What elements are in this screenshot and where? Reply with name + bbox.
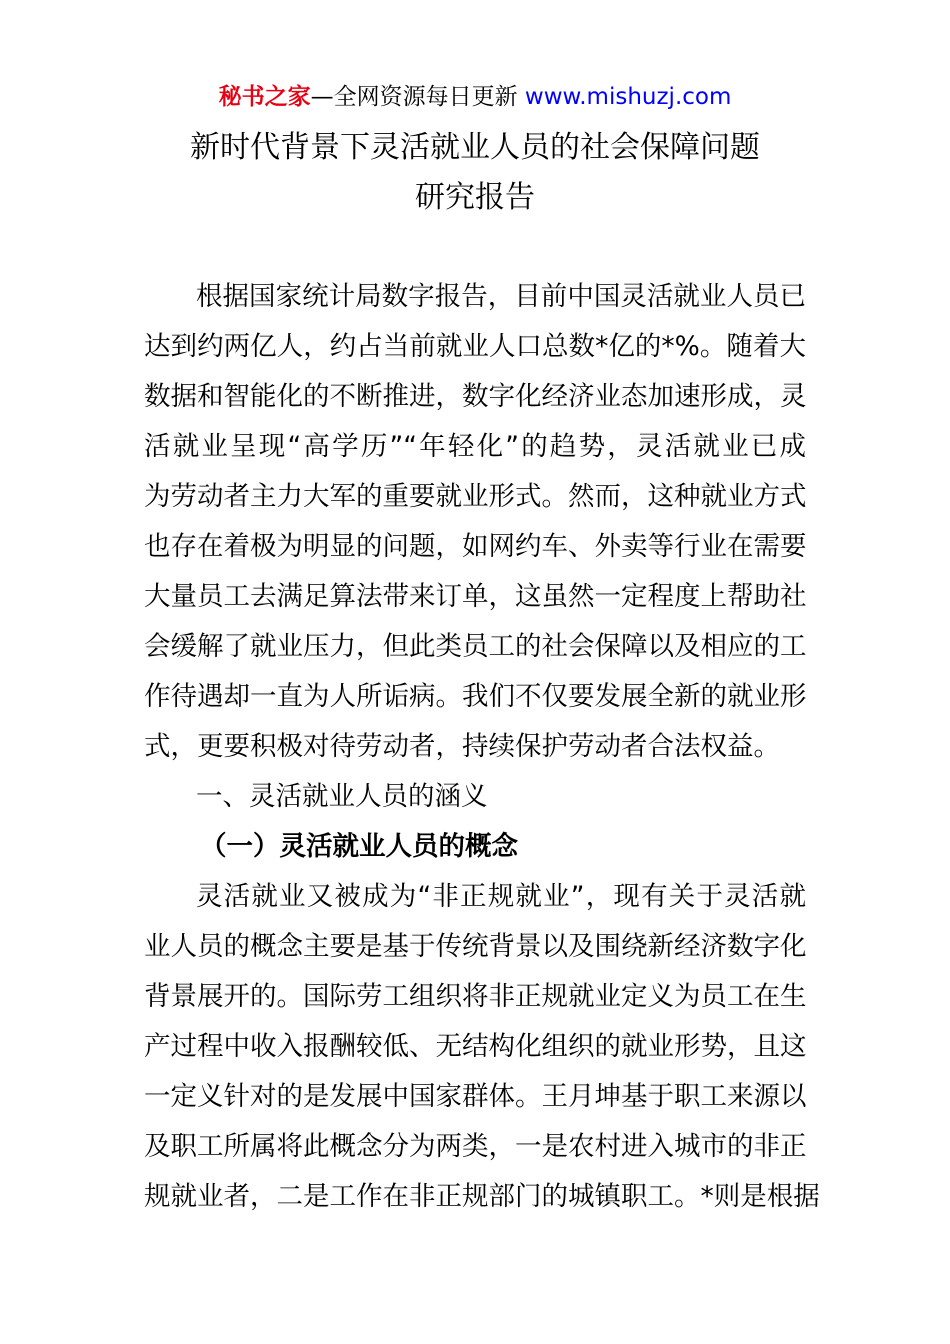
section-paragraph-line: 背景展开的。国际劳工组织将非正规就业定义为员工在生 <box>144 981 807 1012</box>
intro-paragraph-line: 大量员工去满足算法带来订单，这虽然一定程度上帮助社 <box>144 581 807 612</box>
intro-paragraph-line: 达到约两亿人，约占当前就业人口总数*亿的*%。随着大 <box>144 331 806 362</box>
document-title-line-1: 新时代背景下灵活就业人员的社会保障问题 <box>190 130 760 165</box>
intro-paragraph-line: 数据和智能化的不断推进，数字化经济业态加速形成，灵 <box>144 381 807 412</box>
section-paragraph-line: 规就业者，二是工作在非正规部门的城镇职工。*则是根据 <box>144 1181 820 1212</box>
section-paragraph-line: 灵活就业又被成为“非正规就业”，现有关于灵活就 <box>196 881 806 912</box>
section-heading: 一、灵活就业人员的涵义 <box>196 781 488 812</box>
intro-paragraph-line: 活就业呈现“高学历”“年轻化”的趋势，灵活就业已成 <box>144 431 806 462</box>
intro-paragraph-line: 根据国家统计局数字报告，目前中国灵活就业人员已 <box>196 281 806 312</box>
brand-name: 秘书之家 <box>218 84 311 110</box>
intro-paragraph-line: 为劳动者主力大军的重要就业形式。然而，这种就业方式 <box>144 481 807 512</box>
document-title-line-2: 研究报告 <box>415 180 535 215</box>
section-paragraph-line: 产过程中收入报酬较低、无结构化组织的就业形势，且这 <box>144 1031 807 1062</box>
section-paragraph-line: 业人员的概念主要是基于传统背景以及围绕新经济数字化 <box>144 931 807 962</box>
section-paragraph-line: 及职工所属将此概念分为两类，一是农村进入城市的非正 <box>144 1131 807 1162</box>
site-url[interactable]: www.mishuzj.com <box>517 84 732 110</box>
section-paragraph-line: 一定义针对的是发展中国家群体。王月坤基于职工来源以 <box>144 1081 807 1112</box>
intro-paragraph-line: 会缓解了就业压力，但此类员工的社会保障以及相应的工 <box>144 631 807 662</box>
intro-paragraph-line: 也存在着极为明显的问题，如网约车、外卖等行业在需要 <box>144 531 807 562</box>
subsection-heading: （一）灵活就业人员的概念 <box>200 831 518 862</box>
banner-slogan: —全网资源每日更新 <box>310 84 518 110</box>
site-banner <box>0 80 950 114</box>
intro-paragraph-line: 作待遇却一直为人所诟病。我们不仅要发展全新的就业形 <box>144 681 807 712</box>
intro-paragraph-line: 式，更要积极对待劳动者，持续保护劳动者合法权益。 <box>144 731 780 762</box>
